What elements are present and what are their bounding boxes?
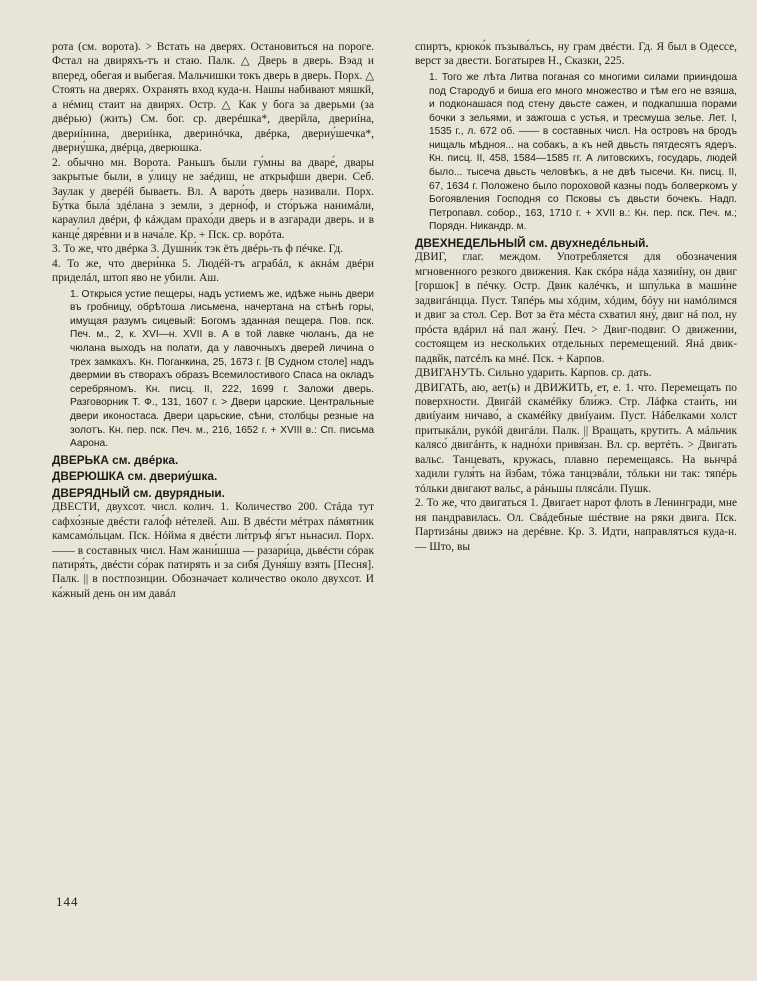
left-column — [52, 40, 374, 601]
entry-paragraph: ДВИГАТЬ, аю, ает(ь) и ДВИЖИТЬ, ет, е. 1. что. Перемещать по поверхности. Двигáй скамéйку бли́жэ. Стр. Лáфка стаи́ть, ни двиíуаим ничаво́, а скамéйку двиíуаим. Пуст. Нáбелками холст притыкáли, рукóй двигáли. Палк. || Вращать, крутить. А мáльчик калясо́ двигáнть, к надно́хи привя́зан. Вл. ср. вертéть. > Двигать вальс. Танцевать, кружась, плавно перемещаясь. На вьнчрá хадили гуля́ть на йзбам, тóжа танцэвáли, тóльки ни так: тяпéрь тóльки двигают вальс, а рáньшы плясáли. Пушк. — [415, 381, 737, 495]
right-column — [415, 40, 737, 554]
citation-block: 1. Того же лѣта Литва поганая со многими силами прииндоша под Стародуб и биша его много множество и тѣм его не взяша, и подконашася под стену двьсте сажен, и подкапшша порами бочки з зельями, и зажгоша с устья, и тресмуша зелье. Лет. I, 1535 г., л. 672 об. —— в составных числ. На островъ на бродъ нищаль мѣдноя... на собакъ, а къ ней двьсть пятдесятъ ядеръ. Кн. писц. II, 458, 1584—1585 гг. А литовскихъ, государь, людей было... тысеча двьсть человѣкъ, а не двѣ тысечи. Кн. писц. II, 67, 1634 г. Положено было пороховой казны подъ болверкомъ у Богоявления Господня со Псковы съ двьсти бочекъ. Надп. Петропавл. собор., 163, 1710 г. + XVII в.: Кн. пер. пск. Печ. м.; Порядн. Никандр. м. — [429, 71, 737, 233]
page-number: 144 — [56, 894, 79, 909]
headword-entry: ДВЕХНЕДЕЛЬНЫЙ см. двухнедéльный. — [415, 236, 649, 251]
citation-block: 1. Открыся устие пещеры, надъ устиемъ же, идѣже нынь двери въ гробницу, обрѣтоша лисьмена, начертана на стѣнѣ горы, имущая разумъ сицевый: Богомъ зданная пещера. Пов. пск. Печ. м., 2, к. XVI—н. XVII в. А в той лавке чюланъ, да не чюлана выходъ на полати, да у лавочныхъ дверей личина о трех замкахъ. Кн. Поганкина, 25, 1673 г. [В Судном столе] надъ двермии въ створахъ образъ Всемилостивого Спаса на окладъ серебряномъ. Кн. писц. II, 222, 1699 г. Заложи дверь. Разговорник Т. Ф., 131, 1607 г. > Двери царские. Центральные двери иконостаса. Двери царьские, сѣни, столбцы резные на золотъ. Кн. пер. пск. Печ. м., 216, 1652 г. + XVIII в.: Сп. письма Аарона. — [70, 288, 374, 450]
headword-entry: ДВЕРЬКА см. двéрка. — [52, 452, 179, 467]
entry-paragraph: рота (см. ворота). > Встать на дверях. Остановиться на пороге. Фстал на двиряхъ-тъ и стаю. Палк. △ Дверь в дверь. Вэад и вперед, обегая и выбегая. Мальчишки токъ дверь в дверь. Порх. △ Стоять на дверях. Охранять вход куда-н. Нашы набивают мяшкй, а нéмиц стаит на двирях. Остр. △ Как у бога за дверьми (за двéрью) (жить) См. бог. ср. дверéшка*, двеpйла, двериíна, двериíнина, двериíнка, дверинóчка, двéрка, двериу́шечка*, двериу́шка, двéрца, дверюшка. — [52, 41, 374, 155]
entry-paragraph: 2. То же, что двигаться 1. Двигает нарот флоть в Ленингради, мне ня пандравилась. Ол. Свáдебные шéствие на ряки двига. Пск. Партизáны движэ на дерéвне. Кр. 3. Идти, направляться куда-н. — Што, вы — [415, 497, 737, 553]
entry-paragraph: 4. То же, что двери́нка 5. Людéй-тъ аграбáл, к акнáм двéри приделáл, штоп яво не убили. Аш. — [52, 257, 374, 285]
entry-paragraph: ДВЕСТИ, двухсот. числ. колич. 1. Количество 200. Стáда тут сафхо́зные двéсти гало́ф нéтелей. Аш. В двéсти мéтрах пáмятник камсамо́льцам. Пск. Нóйма я двéсти ли́тръф я́гът ньнасил. Порх. —— в составных числ. Нам жани́шша — разари́ца, дьвéсти сóрак патиря́ть, двéсти со́рак патирять и за сибя́ Дуня́шу взять [Песня]. Палк. || в постпозиции. Обозначает количество около двухсот. И ка́жный день он им давáл — [52, 501, 374, 600]
headword-entry: ДВЕРЮШКА см. двериу́шка. — [52, 469, 218, 484]
entry-paragraph: 3. То же, что двéрка 3. Душни́к тэк ёть двéрь-ть ф пéчке. Гд. — [52, 243, 344, 256]
entry-paragraph: 2. обычно мн. Ворота. Раньшъ были гу́мны ва дваре́, двары закрытые были, в у́лицу не заéдиш, не аткрыфши двери. Себ. Заулак у дверéй бываеть. Вл. А варо́ть дверь називали. Порх. Бу́тка была́ здéлана з земли, з дерно́ф, и сто́ръжа нанимáли, караулил двéри, ф кáждам прахо́ди дверь и в азгаради дверь. и в канце́ дяре́вни и в нача́ле. Кр. + Пск. ср. ворóта. — [52, 156, 374, 241]
entry-paragraph: спиртъ, крюко́к пъзыва́лъсь, ну грам двéсти. Гд. Я был в Одессе, верст за двести. Богатырев Н., Сказки, 225. — [415, 41, 737, 68]
entry-paragraph: ДВИГ, глаг. междом. Употребляется для обозначения мгновенного резкого движения. Как скóра нáда хазяиíну, он двиг [горшок] в пéчку. Остр. Двик калéчкъ, и шпу́лька в маши́не задвигáнцца. Пуст. Тяпéрь мы хóдим, хóдим, бóуу ни намóлимся и двиг за стол. Сер. Вот за ёта мéста схватил яну́, двиг нá пол, ну прóста вдáрил нá пал жану́. Печ. > Двиг-подвиг. О движении, состоящем из нескольких отдельных перемещений. Янá двик-падвйк, патсéлъ ка мнé. Пск. + Карпов. — [415, 251, 737, 365]
headword-entry: ДВЕРЯДНЫЙ см. двурядныи. — [52, 485, 225, 500]
entry-paragraph: ДВИГАНУТЬ. Сильно ударить. Карпов. ср. дать. — [415, 367, 652, 380]
